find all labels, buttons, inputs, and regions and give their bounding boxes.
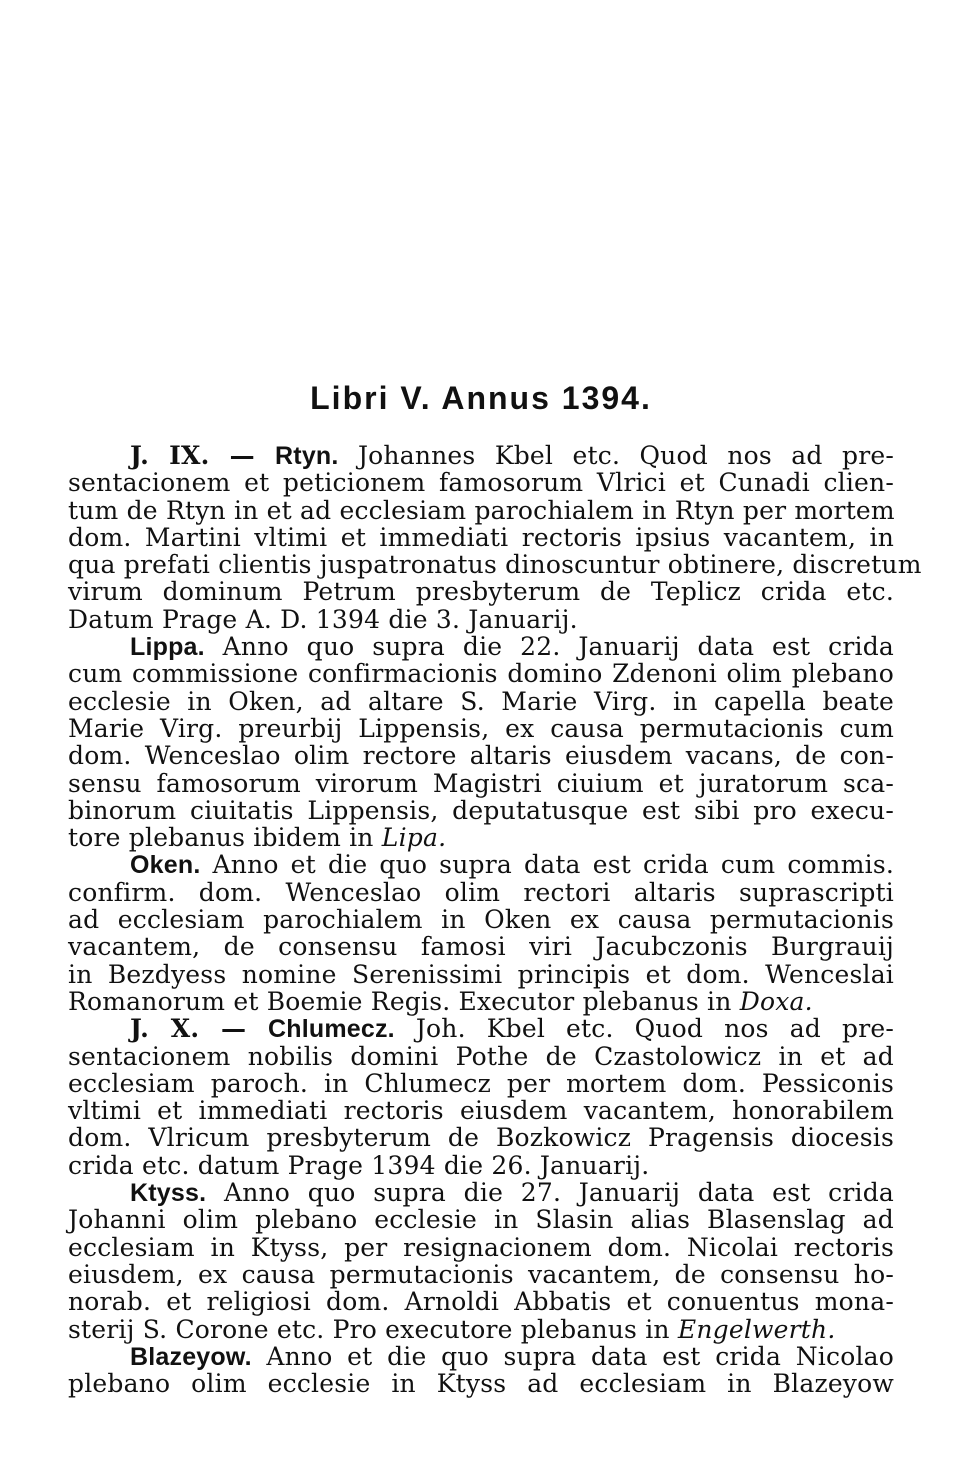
text-line: ecclesiam paroch. in Chlumecz per mortem dom. Pessiconis — [68, 1068, 894, 1098]
text-line: plebano olim ecclesie in Ktyss ad ecclesiam in Blazeyow — [68, 1369, 894, 1399]
entry-heading: Blazeyow. — [130, 1342, 252, 1371]
place-name: Doxa. — [739, 986, 813, 1016]
text-line: sentacionem nobilis domini Pothe de Czastolowicz in et ad — [68, 1041, 894, 1071]
text-line: cum commissione confirmacionis domino Zdenoni olim plebano — [68, 659, 894, 689]
line-text: Johannes Kbel etc. Quod nos ad pre- — [338, 441, 894, 470]
line-text: Anno et die quo supra data est crida Nicolao — [251, 1341, 894, 1371]
text-line: tum de Rtyn in et ad ecclesiam parochialem in Rtyn per mortem — [68, 495, 895, 525]
entry-heading: Rtyn. — [275, 442, 339, 470]
place-name: Lipa. — [381, 823, 447, 853]
entry-blazeyow — [68, 1343, 894, 1398]
text-line: sentacionem et peticionem famosorum Vlrici et Cunadi clien- — [68, 468, 894, 498]
text-line: Marie Virg. preurbij Lippensis, ex causa permutacionis cum — [68, 713, 894, 743]
text-line: dom. Wenceslao olim rectore altaris eiusdem vacans, de con- — [68, 741, 894, 771]
text-line: Johanni olim plebano ecclesie in Slasin alias Blasenslag ad — [68, 1205, 894, 1235]
running-title: Libri V. Annus 1394. — [310, 380, 652, 416]
entry-heading: Oken. — [130, 851, 201, 880]
entry-heading: Lippa. — [130, 633, 205, 662]
text-line: Datum Prage A. D. 1394 die 3. Januarij. — [68, 604, 578, 634]
text-line — [68, 1179, 894, 1206]
entry-rtyn — [68, 441, 922, 634]
text-line — [68, 851, 894, 878]
text-line — [68, 1343, 894, 1370]
book-page — [68, 0, 922, 1483]
text-line: vacantem, de consensu famosi viri Jacubczonis Burgrauij — [68, 932, 894, 962]
line-text: Romanorum et Boemie Regis. Executor plebanus in — [68, 986, 740, 1016]
text-line: confirm. dom. Wenceslao olim rectori altaris suprascripti — [68, 877, 894, 907]
entry-ktyss — [68, 1179, 894, 1343]
text-line: crida etc. datum Prage 1394 die 26. Januarij. — [68, 1150, 650, 1180]
line-text: Anno quo supra die 27. Januarij data est crida — [206, 1178, 894, 1208]
text-line: qua prefati clientis juspatronatus dinoscuntur obtinere, discretum — [68, 550, 922, 580]
line-text: Joh. Kbel etc. Quod nos ad pre- — [394, 1014, 895, 1044]
text-line: binorum ciuitatis Lippensis, deputatusque est sibi pro execu- — [68, 795, 894, 825]
text-line: virum dominum Petrum presbyterum de Teplicz crida etc. — [68, 577, 894, 607]
entry-heading: Chlumecz. — [268, 1015, 395, 1044]
date-signature: J. X. — — [130, 1014, 268, 1044]
text-line: eiusdem, ex causa permutacionis vacantem, de consensu ho- — [68, 1259, 894, 1289]
line-text: sterij S. Corone etc. Pro executore plebanus in — [68, 1314, 678, 1344]
line-text: Anno quo supra die 22. Januarij data est crida — [204, 632, 894, 662]
text-line: sensu famosorum virorum Magistri ciuium et juratorum sca- — [68, 768, 894, 798]
entry-chlumecz — [68, 1015, 894, 1179]
text-line: dom. Vlricum presbyterum de Bozkowicz Pragensis diocesis — [68, 1123, 894, 1153]
line-text: tore plebanus ibidem in — [68, 823, 382, 853]
date-signature: J. IX. — — [130, 441, 276, 470]
text-line — [68, 633, 894, 660]
text-line: ecclesie in Oken, ad altare S. Marie Virg. in capella beate — [68, 686, 894, 716]
text-line: ecclesiam in Ktyss, per resignacionem dom. Nicolai rectoris — [68, 1232, 894, 1262]
text-line: ad ecclesiam parochialem in Oken ex causa permutacionis — [68, 905, 894, 935]
entry-oken — [68, 851, 894, 1015]
text-line — [68, 442, 894, 469]
place-name: Engelwerth. — [677, 1314, 836, 1344]
text-line: norab. et religiosi dom. Arnoldi Abbatis et conuentus mona- — [68, 1287, 894, 1317]
text-line: in Bezdyess nomine Serenissimi principis et dom. Wenceslai — [68, 959, 894, 989]
text-line — [68, 1316, 894, 1343]
text-line — [68, 824, 894, 851]
text-line — [68, 988, 894, 1015]
text-line: dom. Martini vltimi et immediati rectoris ipsius vacantem, in — [68, 522, 894, 552]
text-line — [68, 1015, 894, 1042]
entry-heading: Ktyss. — [130, 1179, 207, 1208]
text-line: vltimi et immediati rectoris eiusdem vacantem, honorabilem — [68, 1096, 894, 1126]
line-text: Anno et die quo supra data est crida cum commis. — [200, 850, 894, 880]
entry-lippa — [68, 633, 894, 851]
body-text — [68, 441, 922, 1399]
